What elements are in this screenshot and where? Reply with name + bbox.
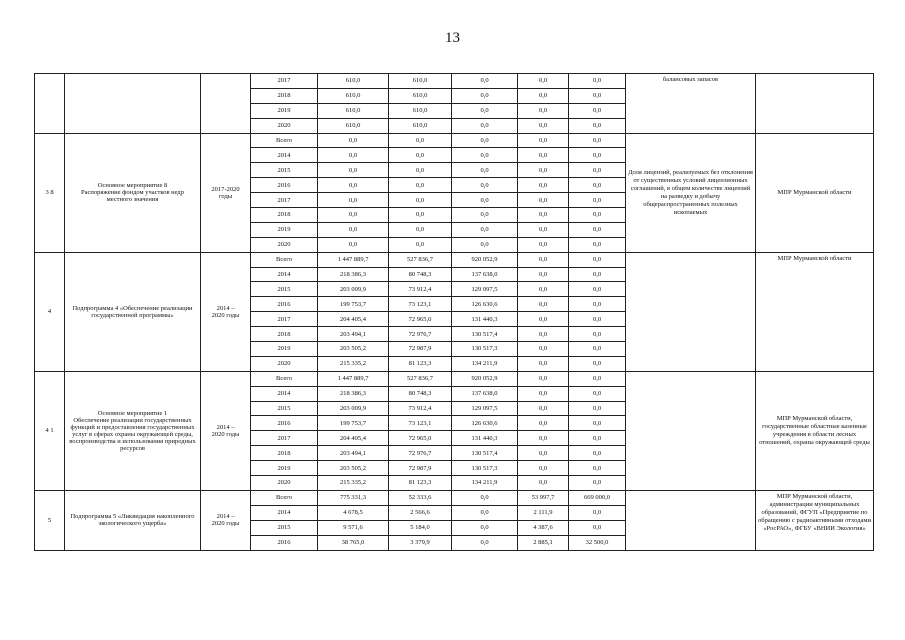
amount-cell: 0,0 (518, 103, 569, 118)
item-name (65, 74, 201, 134)
amount-cell: 0,0 (518, 163, 569, 178)
amount-cell: 0,0 (518, 297, 569, 312)
amount-cell: 4 678,5 (318, 505, 389, 520)
amount-cell: 0,0 (569, 267, 626, 282)
item-name: Подпрограмма 5 «Ликвидация накопленного экологического ущерба» (65, 490, 201, 550)
year-cell: 2014 (251, 505, 318, 520)
amount-cell: 9 571,6 (318, 520, 389, 535)
amount-cell: 0,0 (518, 118, 569, 133)
amount-cell: 130 517,4 (452, 446, 518, 461)
amount-cell: 610,0 (389, 118, 452, 133)
amount-cell: 4 387,6 (518, 520, 569, 535)
item-period (201, 74, 251, 134)
amount-cell: 0,0 (569, 252, 626, 267)
amount-cell: 129 097,5 (452, 401, 518, 416)
amount-cell: 0,0 (452, 193, 518, 208)
amount-cell: 0,0 (518, 237, 569, 252)
amount-cell: 5 184,0 (389, 520, 452, 535)
amount-cell: 32 500,0 (569, 535, 626, 550)
year-cell: 2016 (251, 297, 318, 312)
amount-cell: 0,0 (569, 148, 626, 163)
amount-cell: 0,0 (452, 88, 518, 103)
amount-cell: 0,0 (318, 222, 389, 237)
amount-cell: 80 748,3 (389, 386, 452, 401)
amount-cell: 0,0 (569, 297, 626, 312)
amount-cell: 2 885,1 (518, 535, 569, 550)
table-row (35, 490, 874, 505)
amount-cell: 0,0 (569, 446, 626, 461)
amount-cell: 0,0 (569, 133, 626, 148)
amount-cell: 0,0 (569, 520, 626, 535)
item-period: 2014 – 2020 годы (201, 252, 251, 371)
executor-cell (756, 74, 874, 134)
amount-cell: 130 517,4 (452, 327, 518, 342)
amount-cell: 0,0 (518, 312, 569, 327)
amount-cell: 0,0 (518, 252, 569, 267)
year-cell: Всего (251, 371, 318, 386)
amount-cell: 218 386,3 (318, 267, 389, 282)
amount-cell: 0,0 (569, 416, 626, 431)
amount-cell: 0,0 (452, 103, 518, 118)
amount-cell: 0,0 (518, 327, 569, 342)
amount-cell: 203 494,1 (318, 327, 389, 342)
amount-cell: 130 517,3 (452, 461, 518, 476)
amount-cell: 2 566,6 (389, 505, 452, 520)
amount-cell: 610,0 (389, 88, 452, 103)
year-cell: 2019 (251, 222, 318, 237)
year-cell: 2020 (251, 118, 318, 133)
amount-cell: 920 052,9 (452, 252, 518, 267)
year-cell: 2014 (251, 386, 318, 401)
year-cell: 2019 (251, 103, 318, 118)
amount-cell: 0,0 (318, 133, 389, 148)
item-period: 2017-2020 годы (201, 133, 251, 252)
executor-cell: МПР Мурманской области, администрации муниципальных образований, ФГУП «Предприятие по обращению с радиоактивными отходами «РосРАО», ФГБУ «ВНИИ Экология» (756, 490, 874, 550)
amount-cell: 0,0 (569, 103, 626, 118)
amount-cell: 0,0 (518, 148, 569, 163)
year-cell: 2020 (251, 237, 318, 252)
item-name: Подпрограмма 4 «Обеспечение реализации государственной программы» (65, 252, 201, 371)
amount-cell: 0,0 (569, 208, 626, 223)
amount-cell: 0,0 (569, 193, 626, 208)
amount-cell: 126 630,6 (452, 297, 518, 312)
amount-cell: 0,0 (518, 282, 569, 297)
amount-cell: 199 753,7 (318, 297, 389, 312)
table-row (35, 74, 874, 89)
year-cell: 2016 (251, 178, 318, 193)
amount-cell: 3 379,9 (389, 535, 452, 550)
amount-cell: 73 123,1 (389, 416, 452, 431)
year-cell: Всего (251, 252, 318, 267)
amount-cell: 0,0 (389, 208, 452, 223)
year-cell: 2018 (251, 327, 318, 342)
amount-cell: 2 111,9 (518, 505, 569, 520)
amount-cell: 1 447 889,7 (318, 371, 389, 386)
amount-cell: 73 123,1 (389, 297, 452, 312)
amount-cell: 72 976,7 (389, 446, 452, 461)
amount-cell: 72 987,9 (389, 342, 452, 357)
amount-cell: 0,0 (452, 163, 518, 178)
amount-cell: 0,0 (452, 505, 518, 520)
amount-cell: 610,0 (389, 74, 452, 89)
amount-cell: 203 505,2 (318, 342, 389, 357)
executor-cell: МПР Мурманской области, государственные областные казенные учреждения в области лесных отношений, охраны окружающей среды (756, 371, 874, 490)
year-cell: Всего (251, 133, 318, 148)
year-cell: 2015 (251, 401, 318, 416)
amount-cell: 73 912,4 (389, 401, 452, 416)
amount-cell: 52 333,6 (389, 490, 452, 505)
amount-cell: 0,0 (389, 222, 452, 237)
amount-cell: 53 997,7 (518, 490, 569, 505)
amount-cell: 0,0 (569, 386, 626, 401)
amount-cell: 0,0 (452, 208, 518, 223)
year-cell: 2019 (251, 342, 318, 357)
item-number: 4 1 (35, 371, 65, 490)
amount-cell: 0,0 (318, 178, 389, 193)
year-cell: 2018 (251, 208, 318, 223)
amount-cell: 0,0 (518, 88, 569, 103)
amount-cell: 134 211,9 (452, 356, 518, 371)
amount-cell: 0,0 (518, 386, 569, 401)
amount-cell: 0,0 (569, 327, 626, 342)
year-cell: 2018 (251, 446, 318, 461)
year-cell: 2014 (251, 267, 318, 282)
amount-cell: 0,0 (452, 222, 518, 237)
amount-cell: 0,0 (518, 356, 569, 371)
table-row (35, 133, 874, 148)
year-cell: 2017 (251, 431, 318, 446)
amount-cell: 218 386,3 (318, 386, 389, 401)
page-number: 13 (445, 30, 460, 46)
amount-cell: 0,0 (569, 312, 626, 327)
indicator-cell: Доля лицензий, реализуемых без отклонения от существенных условий лицензионных соглашений, в общем количестве лицензий на разведку и добычу общераспространенных полезных ископаемых (626, 133, 756, 252)
amount-cell: 1 447 889,7 (318, 252, 389, 267)
indicator-cell: балансовых запасов (626, 74, 756, 134)
amount-cell: 81 123,3 (389, 356, 452, 371)
indicator-cell (626, 252, 756, 371)
amount-cell: 203 494,1 (318, 446, 389, 461)
table-row (35, 252, 874, 267)
amount-cell: 0,0 (452, 118, 518, 133)
amount-cell: 73 912,4 (389, 282, 452, 297)
amount-cell: 0,0 (569, 178, 626, 193)
amount-cell: 203 009,9 (318, 401, 389, 416)
amount-cell: 0,0 (318, 148, 389, 163)
amount-cell: 215 335,2 (318, 476, 389, 491)
amount-cell: 0,0 (518, 342, 569, 357)
amount-cell: 203 009,9 (318, 282, 389, 297)
amount-cell: 610,0 (318, 88, 389, 103)
amount-cell: 0,0 (318, 237, 389, 252)
item-number: 5 (35, 490, 65, 550)
table-row (35, 371, 874, 386)
indicator-cell (626, 371, 756, 490)
amount-cell: 0,0 (569, 74, 626, 89)
amount-cell: 0,0 (452, 535, 518, 550)
amount-cell: 215 335,2 (318, 356, 389, 371)
amount-cell: 81 123,3 (389, 476, 452, 491)
amount-cell: 0,0 (569, 222, 626, 237)
amount-cell: 137 638,0 (452, 267, 518, 282)
amount-cell: 527 836,7 (389, 252, 452, 267)
amount-cell: 610,0 (318, 74, 389, 89)
amount-cell: 0,0 (518, 178, 569, 193)
item-number (35, 74, 65, 134)
executor-cell: МПР Мурманской области (756, 133, 874, 252)
year-cell: 2016 (251, 535, 318, 550)
amount-cell: 0,0 (569, 118, 626, 133)
amount-cell: 0,0 (452, 490, 518, 505)
amount-cell: 0,0 (569, 505, 626, 520)
amount-cell: 0,0 (518, 133, 569, 148)
amount-cell: 0,0 (569, 88, 626, 103)
amount-cell: 0,0 (389, 133, 452, 148)
amount-cell: 72 965,0 (389, 312, 452, 327)
item-number: 4 (35, 252, 65, 371)
amount-cell: 38 765,0 (318, 535, 389, 550)
executor-cell: МПР Мурманской области (756, 252, 874, 371)
amount-cell: 72 987,9 (389, 461, 452, 476)
year-cell: Всего (251, 490, 318, 505)
amount-cell: 0,0 (569, 237, 626, 252)
amount-cell: 134 211,9 (452, 476, 518, 491)
amount-cell: 0,0 (389, 237, 452, 252)
amount-cell: 610,0 (389, 103, 452, 118)
year-cell: 2018 (251, 88, 318, 103)
amount-cell: 0,0 (518, 401, 569, 416)
amount-cell: 137 638,0 (452, 386, 518, 401)
year-cell: 2014 (251, 148, 318, 163)
amount-cell: 0,0 (569, 342, 626, 357)
amount-cell: 0,0 (389, 193, 452, 208)
year-cell: 2017 (251, 74, 318, 89)
amount-cell: 0,0 (518, 371, 569, 386)
item-name: Основное мероприятие 1 Обеспечение реализации государственных функций и предоставления государственных услуг в сферах охраны окружающей среды, воспроизводства и использования природных ресурсов (65, 371, 201, 490)
year-cell: 2017 (251, 193, 318, 208)
indicator-cell (626, 490, 756, 550)
amount-cell: 0,0 (452, 74, 518, 89)
amount-cell: 0,0 (318, 193, 389, 208)
amount-cell: 0,0 (518, 461, 569, 476)
amount-cell: 0,0 (569, 476, 626, 491)
amount-cell: 72 965,0 (389, 431, 452, 446)
amount-cell: 0,0 (518, 416, 569, 431)
amount-cell: 0,0 (452, 237, 518, 252)
amount-cell: 0,0 (518, 476, 569, 491)
amount-cell: 129 097,5 (452, 282, 518, 297)
amount-cell: 920 052,9 (452, 371, 518, 386)
amount-cell: 0,0 (389, 148, 452, 163)
item-name: Основное мероприятие 8 Распоряжение фондом участков недр местного значения (65, 133, 201, 252)
program-funding-table (34, 73, 874, 551)
amount-cell: 0,0 (518, 431, 569, 446)
amount-cell: 0,0 (518, 222, 569, 237)
amount-cell: 0,0 (569, 163, 626, 178)
year-cell: 2020 (251, 356, 318, 371)
amount-cell: 0,0 (569, 401, 626, 416)
item-period: 2014 – 2020 годы (201, 490, 251, 550)
amount-cell: 669 000,0 (569, 490, 626, 505)
amount-cell: 0,0 (518, 74, 569, 89)
amount-cell: 126 630,6 (452, 416, 518, 431)
amount-cell: 0,0 (569, 461, 626, 476)
amount-cell: 0,0 (452, 148, 518, 163)
amount-cell: 80 748,3 (389, 267, 452, 282)
amount-cell: 0,0 (518, 446, 569, 461)
amount-cell: 131 440,3 (452, 312, 518, 327)
amount-cell: 204 405,4 (318, 312, 389, 327)
amount-cell: 204 405,4 (318, 431, 389, 446)
year-cell: 2017 (251, 312, 318, 327)
amount-cell: 0,0 (452, 133, 518, 148)
item-number: 3 8 (35, 133, 65, 252)
amount-cell: 199 753,7 (318, 416, 389, 431)
amount-cell: 0,0 (389, 163, 452, 178)
amount-cell: 0,0 (518, 208, 569, 223)
year-cell: 2016 (251, 416, 318, 431)
amount-cell: 0,0 (518, 267, 569, 282)
amount-cell: 0,0 (569, 282, 626, 297)
amount-cell: 775 331,3 (318, 490, 389, 505)
amount-cell: 0,0 (569, 356, 626, 371)
amount-cell: 0,0 (389, 178, 452, 193)
amount-cell: 0,0 (569, 431, 626, 446)
amount-cell: 527 836,7 (389, 371, 452, 386)
amount-cell: 0,0 (452, 520, 518, 535)
year-cell: 2015 (251, 520, 318, 535)
year-cell: 2015 (251, 282, 318, 297)
amount-cell: 72 976,7 (389, 327, 452, 342)
year-cell: 2019 (251, 461, 318, 476)
item-period: 2014 – 2020 годы (201, 371, 251, 490)
year-cell: 2020 (251, 476, 318, 491)
amount-cell: 0,0 (518, 193, 569, 208)
amount-cell: 203 505,2 (318, 461, 389, 476)
amount-cell: 0,0 (318, 208, 389, 223)
amount-cell: 610,0 (318, 103, 389, 118)
amount-cell: 131 440,3 (452, 431, 518, 446)
amount-cell: 0,0 (569, 371, 626, 386)
year-cell: 2015 (251, 163, 318, 178)
amount-cell: 130 517,3 (452, 342, 518, 357)
amount-cell: 0,0 (452, 178, 518, 193)
amount-cell: 0,0 (318, 163, 389, 178)
amount-cell: 610,0 (318, 118, 389, 133)
